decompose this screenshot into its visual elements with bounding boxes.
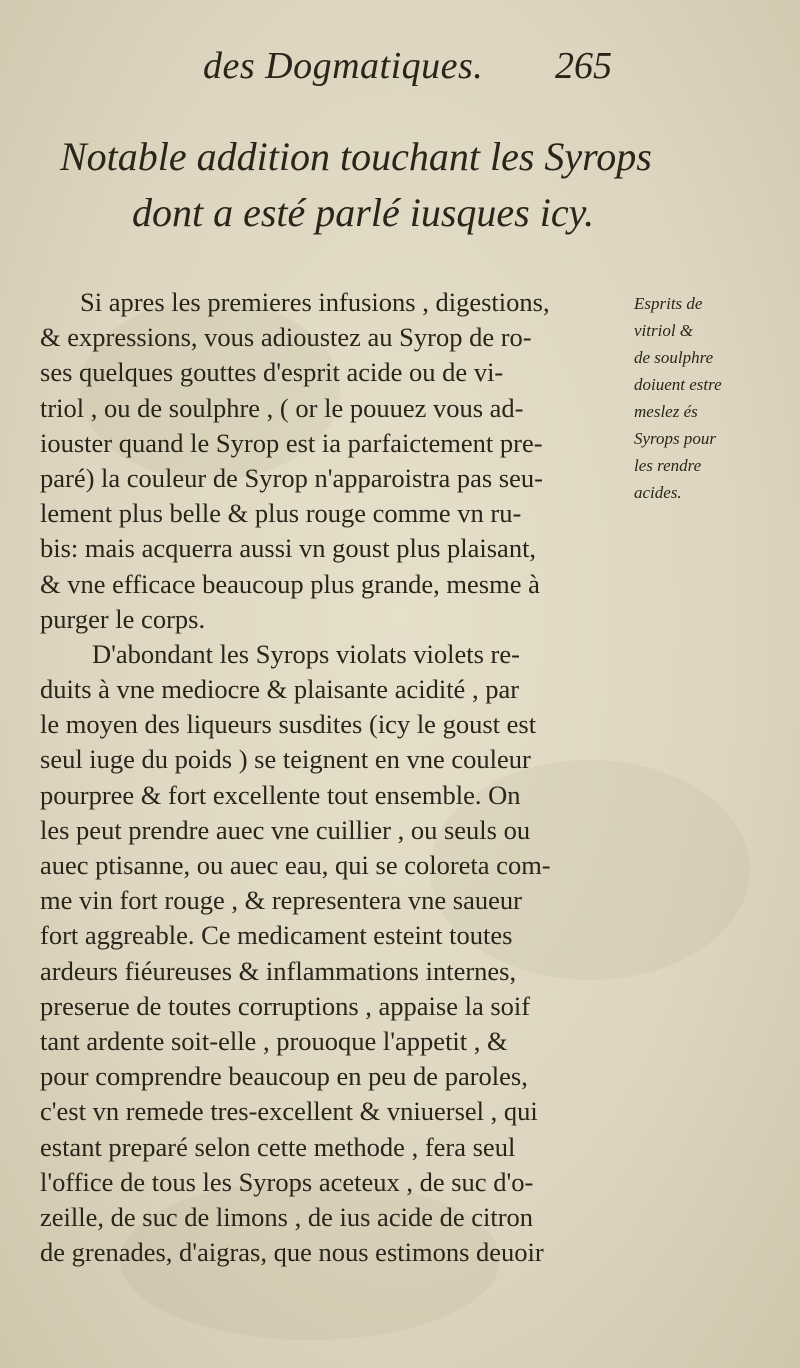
text-line: pourpree & fort excellente tout ensemble. On — [40, 779, 521, 810]
margin-note-line: Syrops pour — [634, 429, 717, 448]
margin-note-line: de soulphre — [634, 348, 714, 367]
paragraph-2 — [40, 637, 630, 1270]
text-line: l'office de tous les Syrops aceteux , de suc d'o- — [40, 1166, 534, 1197]
text-line: iouster quand le Syrop est ia parfaictement pre- — [40, 427, 543, 458]
text-line: & vne efficace beaucoup plus grande, mesme à — [40, 568, 540, 599]
text-line: seul iuge du poids ) se teignent en vne couleur — [40, 744, 531, 775]
text-line: ardeurs fiéureuses & inflammations internes, — [40, 955, 517, 986]
text-line: de grenades, d'aigras, que nous estimons deuoir — [40, 1237, 544, 1268]
text-line: fort aggreable. Ce medicament esteint toutes — [40, 920, 513, 951]
text-line: lement plus belle & plus rouge comme vn ru- — [40, 498, 522, 529]
body-text — [40, 285, 630, 1270]
margin-note-line: les rendre — [634, 456, 702, 475]
text-line: ses quelques gouttes d'esprit acide ou de vi- — [40, 357, 504, 388]
page-number: 265 — [555, 45, 612, 87]
margin-note-line: Esprits de — [634, 294, 703, 313]
paragraph-1 — [40, 285, 630, 637]
margin-note-line: doiuent estre — [634, 375, 722, 394]
text-line: bis: mais acquerra aussi vn goust plus plaisant, — [40, 533, 537, 564]
running-head: des Dogmatiques. — [203, 45, 484, 87]
text-line: tant ardente soit-elle , prouoque l'appetit , & — [40, 1025, 508, 1056]
text-line: zeille, de suc de limons , de ius acide de citron — [40, 1201, 534, 1232]
text-line: Si apres les premieres infusions , digestions, — [80, 287, 550, 317]
section-title-line-1: Notable addition touchant les Syrops — [60, 134, 652, 179]
text-line: estant preparé selon cette methode , fera seul — [40, 1131, 516, 1162]
text-line: les peut prendre auec vne cuillier , ou seuls ou — [40, 814, 531, 845]
text-line: preserue de toutes corruptions , appaise la soif — [40, 990, 531, 1021]
text-line: triol , ou de soulphre , ( or le pouuez vous ad- — [40, 392, 524, 423]
text-line: D'abondant les Syrops violats violets re- — [92, 638, 520, 669]
margin-note-line: meslez és — [634, 402, 698, 421]
text-line: pour comprendre beaucoup en peu de paroles, — [40, 1061, 528, 1092]
text-line: me vin fort rouge , & representera vne saueur — [40, 885, 522, 916]
text-line: c'est vn remede tres-excellent & vniuersel , qui — [40, 1096, 538, 1127]
margin-note — [634, 290, 800, 506]
margin-note-line: acides. — [634, 483, 682, 502]
page-header — [0, 44, 800, 104]
text-line: le moyen des liqueurs susdites (icy le goust est — [40, 709, 537, 740]
text-line: duits à vne mediocre & plaisante acidité , par — [40, 674, 520, 705]
text-line: paré) la couleur de Syrop n'apparoistra pas seu- — [40, 462, 543, 493]
section-title-line-2: dont a esté parlé iusques icy. — [132, 190, 595, 235]
margin-note-line: vitriol & — [634, 321, 694, 340]
text-line: purger le corps. — [40, 603, 206, 634]
text-line: auec ptisanne, ou auec eau, qui se coloreta com- — [40, 850, 551, 880]
text-line: & expressions, vous adioustez au Syrop de ro- — [40, 322, 532, 353]
